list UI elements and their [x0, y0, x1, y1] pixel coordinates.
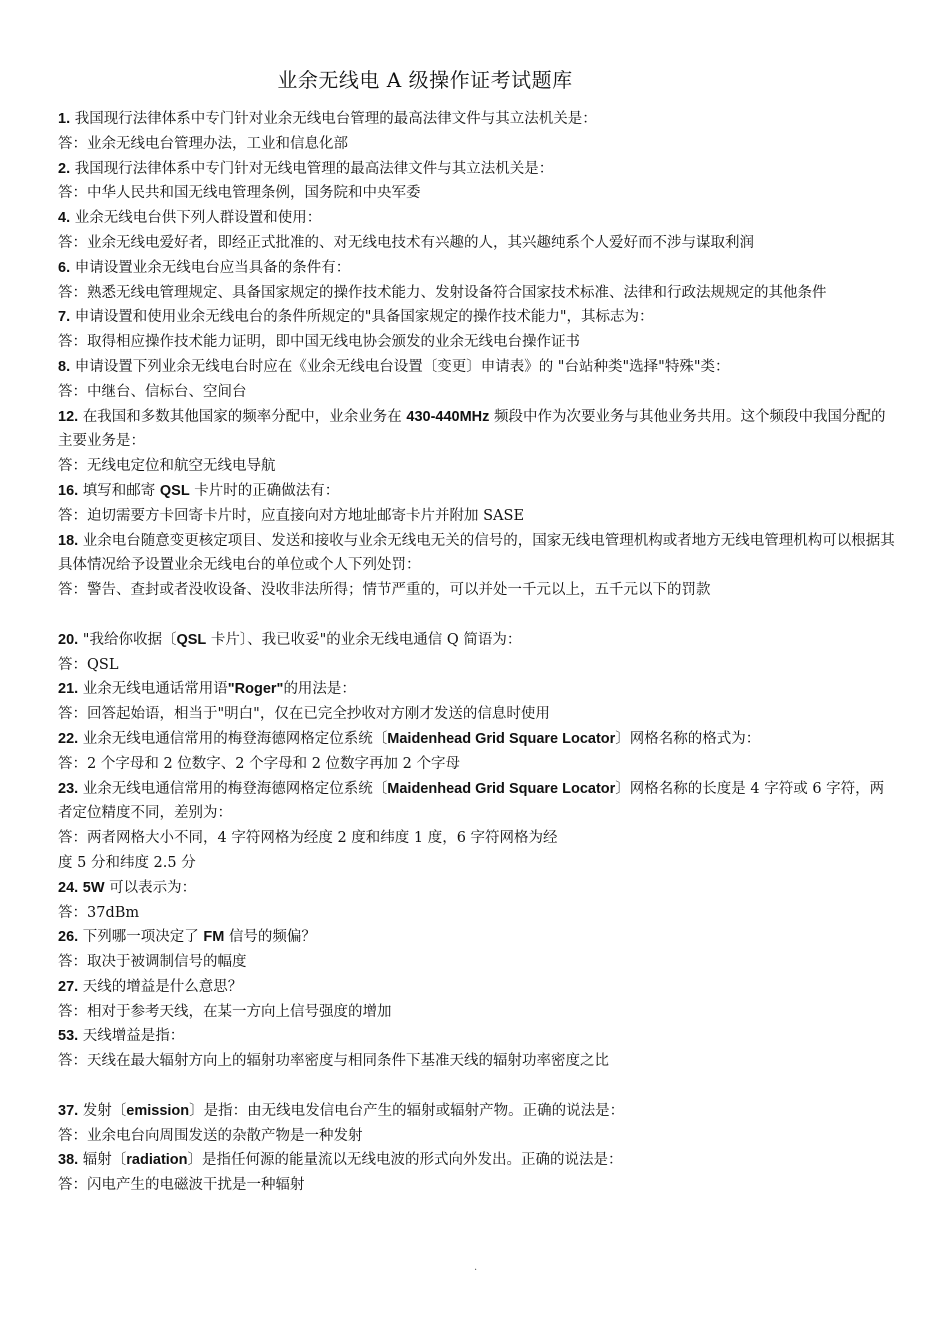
page-title: 业余无线电 A 级操作证考试题库 [277, 68, 573, 92]
spacer [58, 603, 896, 628]
question: 26. 下列哪一项决定了 FM 信号的频偏？ [58, 929, 316, 946]
question: 37. 发射〔emission〕是指：由无线电发信电台产生的辐射或辐射产物。正确的说法是： [58, 1102, 625, 1119]
answer: 答：2 个字母和 2 位数字、2 个字母和 2 位数字再加 2 个字母 [58, 755, 460, 772]
answer: 答：闪电产生的电磁波干扰是一种辐射 [58, 1177, 305, 1194]
answer: 答：中继台、信标台、空间台 [58, 383, 247, 400]
question: 18. 业余电台随意变更核定项目、发送和接收与业余无线电无关的信号的，国家无线电管理机构或者地方无线电管理机构可以根据其具体情况给予设置业余无线电台的单位或个人下列处罚： [58, 532, 895, 574]
question: 4. 业余无线电台供下列人群设置和使用： [58, 210, 322, 227]
spacer [58, 1074, 896, 1099]
answer: 答：37dBm [58, 904, 140, 921]
question-list [58, 107, 896, 1198]
answer: 答：取决于被调制信号的幅度 [58, 954, 247, 971]
question: 27. 天线的增益是什么意思？ [58, 978, 243, 995]
answer: 答：回答起始语，相当于"明白"，仅在已完全抄收对方刚才发送的信息时使用 [58, 706, 550, 723]
answer: 答：业余电台向周围发送的杂散产物是一种发射 [58, 1127, 363, 1144]
answer: 答：无线电定位和航空无线电导航 [58, 458, 276, 475]
question: 1. 我国现行法律体系中专门针对业余无线电台管理的最高法律文件与其立法机关是： [58, 111, 597, 127]
answer: 答：天线在最大辐射方向上的辐射功率密度与相同条件下基准天线的辐射功率密度之比 [58, 1053, 609, 1070]
question: 6. 申请设置业余无线电台应当具备的条件有： [58, 259, 351, 276]
answer: 答：取得相应操作技术能力证明，即中国无线电协会颁发的业余无线电台操作证书 [58, 334, 580, 351]
answer: 答：QSL [58, 656, 119, 673]
answer-continued: 度 5 分和纬度 2.5 分 [58, 854, 196, 871]
question: 7. 申请设置和使用业余无线电台的条件所规定的"具备国家规定的操作技术能力"，其标志为： [58, 309, 654, 326]
question: 53. 天线增益是指： [58, 1028, 185, 1045]
answer: 答：业余无线电爱好者，即经正式批准的、对无线电技术有兴趣的人，其兴趣纯系个人爱好而不涉与谋取利润 [58, 234, 754, 251]
question: 23. 业余无线电通信常用的梅登海德网格定位系统〔Maidenhead Grid Square Locator〕网格名称的长度是 4 字符或 6 字符，两者定位精度不同，差别为： [58, 780, 885, 822]
question: 8. 申请设置下列业余无线电台时应在《业余无线电台设置〔变更〕申请表》的 "台站种类"选择"特殊"类： [58, 358, 730, 375]
question: 38. 辐射〔radiation〕是指任何源的能量流以无线电波的形式向外发出。正确的说法是： [58, 1152, 623, 1169]
answer: 答：迫切需要方卡回寄卡片时，应直接向对方地址邮寄卡片并附加 SASE [58, 507, 525, 524]
answer: 答：两者网格大小不同，4 字符网格为经度 2 度和纬度 1 度，6 字符网格为经 [58, 830, 558, 847]
question: 20. "我给你收据〔QSL 卡片〕、我已收妥"的业余无线电通信 Q 简语为： [58, 631, 522, 648]
footer-mark: . [474, 1262, 478, 1273]
question: 21. 业余无线电通话常用语"Roger"的用法是： [58, 681, 356, 698]
question: 16. 填写和邮寄 QSL 卡片时的正确做法有： [58, 482, 340, 499]
question: 24. 5W 可以表示为： [58, 879, 197, 896]
answer: 答：警告、查封或者没收设备、没收非法所得；情节严重的，可以并处一千元以上，五千元以下的罚款 [58, 582, 711, 599]
answer: 答：相对于参考天线，在某一方向上信号强度的增加 [58, 1003, 392, 1020]
question: 22. 业余无线电通信常用的梅登海德网格定位系统〔Maidenhead Grid Square Locator〕网格名称的格式为： [58, 730, 761, 747]
question: 12. 在我国和多数其他国家的频率分配中，业余业务在 430-440MHz 频段中作为次要业务与其他业务共用。这个频段中我国分配的主要业务是： [58, 408, 886, 450]
answer: 答：中华人民共和国无线电管理条例，国务院和中央军委 [58, 185, 421, 202]
answer: 答：熟悉无线电管理规定、具备国家规定的操作技术能力、发射设备符合国家技术标准、法律和行政法规规定的其他条件 [58, 284, 827, 301]
answer: 答：业余无线电台管理办法，工业和信息化部 [58, 135, 348, 152]
question: 2. 我国现行法律体系中专门针对无线电管理的最高法律文件与其立法机关是： [58, 160, 554, 177]
